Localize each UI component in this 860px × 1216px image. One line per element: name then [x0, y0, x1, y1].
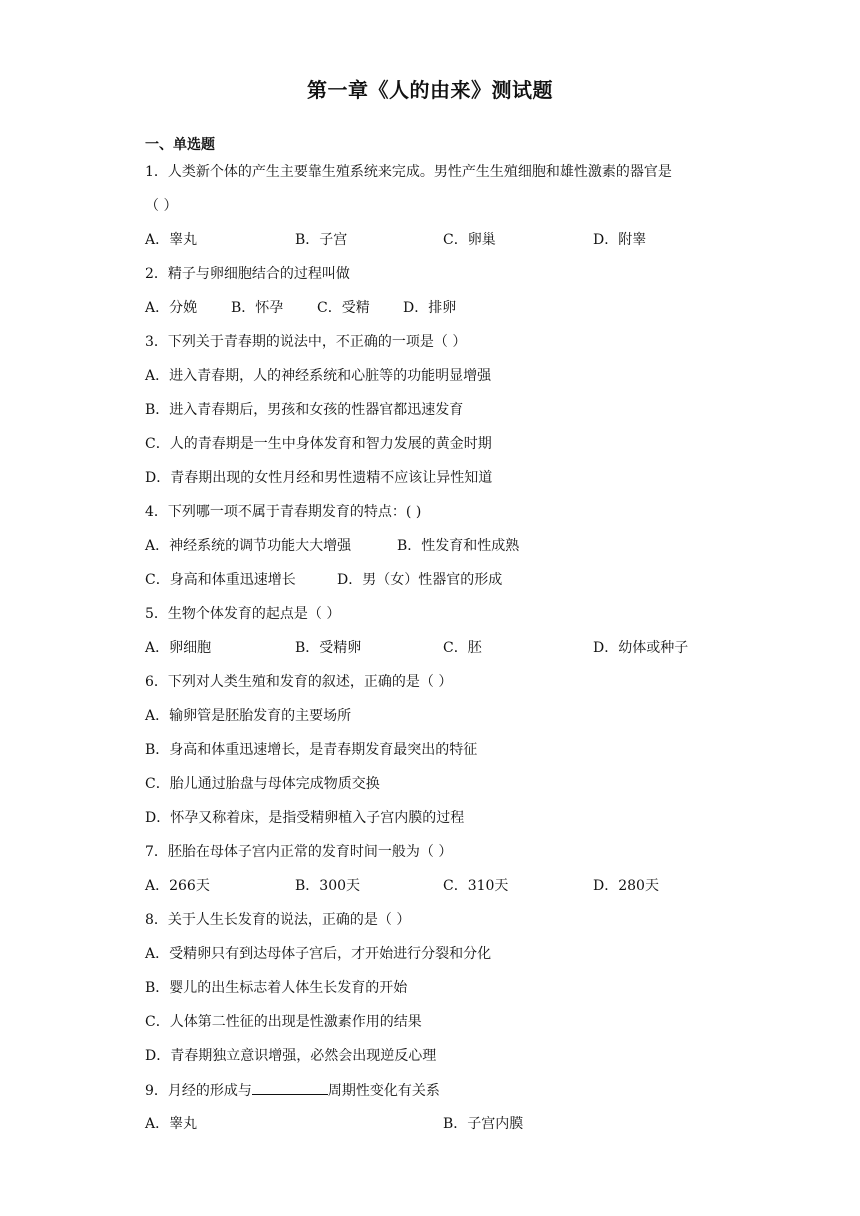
question-1-stem-cont: （ ） — [145, 198, 178, 214]
option-b[interactable]: B．受精卵 — [295, 640, 362, 656]
question-2-stem: 2．精子与卵细胞结合的过程叫做 — [145, 266, 350, 282]
option-c[interactable]: C．人的青春期是一生中身体发育和智力发展的黄金时期 — [145, 436, 492, 452]
option-a[interactable]: A．266天 — [145, 878, 210, 894]
option-c[interactable]: C．身高和体重迅速增长 — [145, 572, 296, 588]
option-a[interactable]: A．进入青春期，人的神经系统和心脏等的功能明显增强 — [145, 368, 492, 384]
question-8-stem: 8．关于人生长发育的说法，正确的是（ ） — [145, 912, 411, 928]
option-a[interactable]: A．神经系统的调节功能大大增强 — [145, 538, 352, 554]
option-b[interactable]: B．怀孕 — [231, 300, 284, 316]
option-d[interactable]: D．青春期出现的女性月经和男性遗精不应该让异性知道 — [145, 470, 493, 486]
section-heading: 一、单选题 — [145, 137, 215, 153]
question-5-stem: 5．生物个体发育的起点是（ ） — [145, 606, 341, 622]
option-b[interactable]: B．300天 — [295, 878, 361, 894]
option-b[interactable]: B．婴儿的出生标志着人体生长发育的开始 — [145, 980, 408, 996]
fill-in-blank — [252, 1080, 328, 1095]
option-a[interactable]: A．受精卵只有到达母体子宫后，才开始进行分裂和分化 — [145, 946, 492, 962]
option-d[interactable]: D．幼体或种子 — [593, 640, 689, 656]
option-c[interactable]: C．胎儿通过胎盘与母体完成物质交换 — [145, 776, 380, 792]
option-d[interactable]: D．男（女）性器官的形成 — [337, 572, 503, 588]
page-title: 第一章《人的由来》测试题 — [307, 78, 553, 102]
option-d[interactable]: D．怀孕又称着床，是指受精卵植入子宫内膜的过程 — [145, 810, 465, 826]
question-9-stem-start: 9．月经的形成与 — [145, 1083, 252, 1099]
question-7-stem: 7．胚胎在母体子宫内正常的发育时间一般为（ ） — [145, 844, 453, 860]
question-6-stem: 6．下列对人类生殖和发育的叙述，正确的是（ ） — [145, 674, 453, 690]
option-a[interactable]: A．输卵管是胚胎发育的主要场所 — [145, 708, 352, 724]
option-a[interactable]: A．卵细胞 — [145, 640, 212, 656]
option-b[interactable]: B．进入青春期后，男孩和女孩的性器官都迅速发育 — [145, 402, 464, 418]
option-d[interactable]: D．280天 — [593, 878, 659, 894]
option-a[interactable]: A．分娩 — [145, 300, 198, 316]
option-d[interactable]: D．附睾 — [593, 232, 647, 248]
question-3-stem: 3．下列关于青春期的说法中，不正确的一项是（ ） — [145, 334, 467, 350]
option-b[interactable]: B．性发育和性成熟 — [397, 538, 520, 554]
question-9-stem-end: 周期性变化有关系 — [327, 1083, 440, 1099]
question-1-stem: 1．人类新个体的产生主要靠生殖系统来完成。男性产生生殖细胞和雄性激素的器官是 — [145, 164, 672, 180]
option-c[interactable]: C．310天 — [443, 878, 509, 894]
option-c[interactable]: C．受精 — [317, 300, 370, 316]
option-d[interactable]: D．排卵 — [403, 300, 457, 316]
option-b[interactable]: B．子宫内膜 — [443, 1116, 524, 1132]
option-c[interactable]: C．卵巢 — [443, 232, 496, 248]
question-9-stem — [145, 1080, 440, 1101]
option-a[interactable]: A．睾丸 — [145, 232, 198, 248]
option-b[interactable]: B．子宫 — [295, 232, 348, 248]
option-a[interactable]: A．睾丸 — [145, 1116, 198, 1132]
option-c[interactable]: C．胚 — [443, 640, 482, 656]
option-d[interactable]: D．青春期独立意识增强，必然会出现逆反心理 — [145, 1048, 437, 1064]
question-4-stem: 4．下列哪一项不属于青春期发育的特点：( ) — [145, 504, 422, 520]
option-c[interactable]: C．人体第二性征的出现是性激素作用的结果 — [145, 1014, 422, 1030]
option-b[interactable]: B．身高和体重迅速增长，是青春期发育最突出的特征 — [145, 742, 478, 758]
